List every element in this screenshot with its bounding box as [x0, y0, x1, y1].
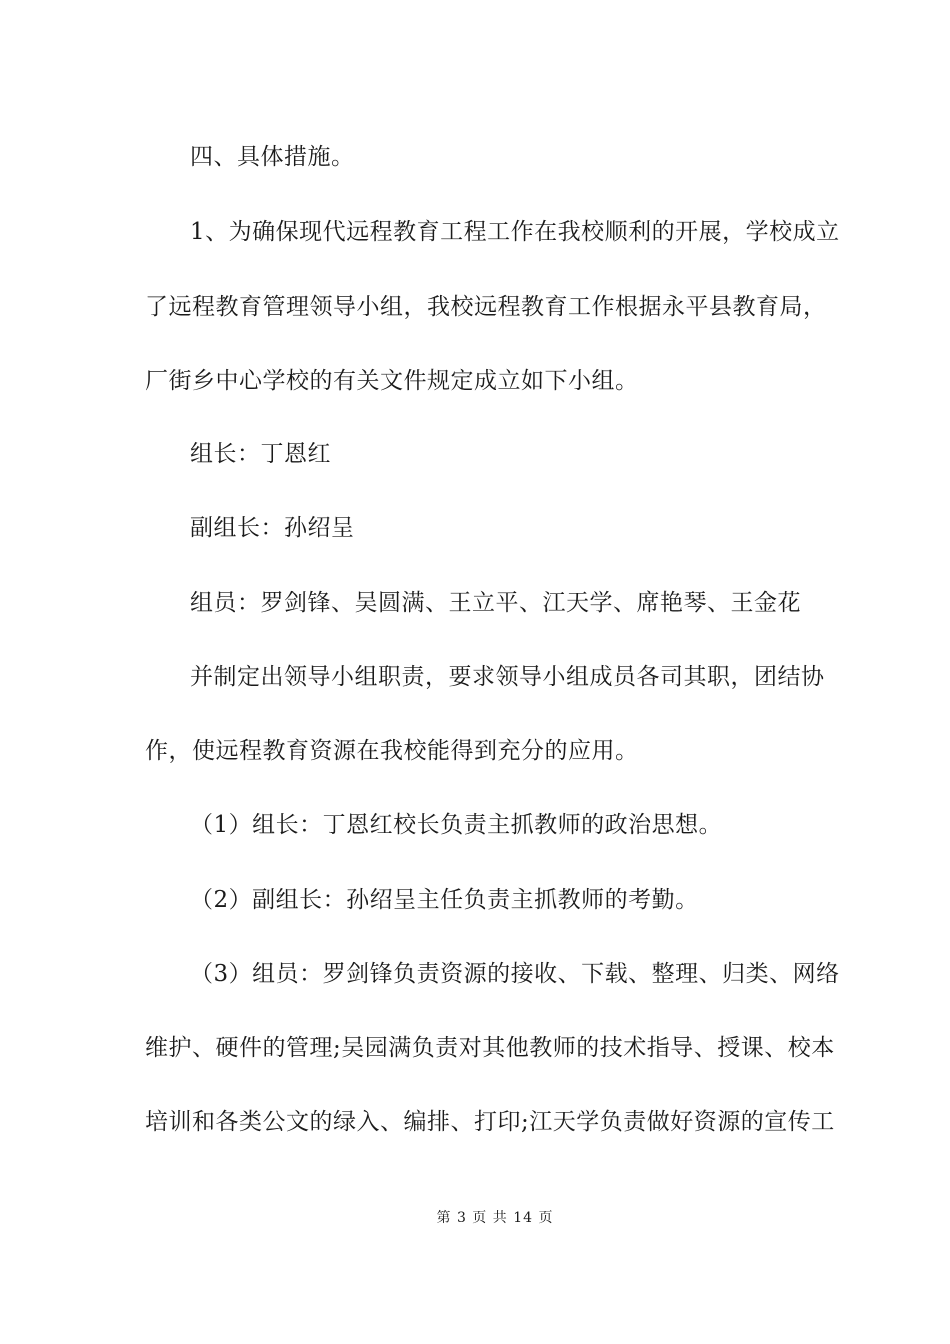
paragraph-line: 维护、硬件的管理;吴园满负责对其他教师的技术指导、授课、校本 [145, 1035, 835, 1061]
duty-item-2: （2）副组长：孙绍呈主任负责主抓教师的考勤。 [190, 887, 699, 913]
paragraph-line: 厂街乡中心学校的有关文件规定成立如下小组。 [145, 368, 639, 394]
paragraph-line: 1、为确保现代远程教育工程工作在我校顺利的开展，学校成立 [190, 219, 840, 245]
paragraph-line: 作，使远程教育资源在我校能得到充分的应用。 [145, 738, 639, 764]
group-leader-line: 组长：丁恩红 [190, 441, 331, 467]
page-number-footer: 第 3 页 共 14 页 [436, 1210, 554, 1226]
duty-item-3: （3）组员：罗剑锋负责资源的接收、下载、整理、归类、网络 [190, 961, 840, 987]
group-members-line: 组员：罗剑锋、吴圆满、王立平、江天学、席艳琴、王金花 [190, 590, 801, 616]
duty-item-1: （1）组长：丁恩红校长负责主抓教师的政治思想。 [190, 812, 723, 838]
paragraph-line: 并制定出领导小组职责，要求领导小组成员各司其职，团结协 [190, 664, 825, 690]
deputy-leader-line: 副组长：孙绍呈 [190, 515, 355, 541]
paragraph-line: 了远程教育管理领导小组，我校远程教育工作根据永平县教育局， [145, 294, 827, 320]
section-heading: 四、具体措施。 [190, 144, 355, 170]
paragraph-line: 培训和各类公文的绿入、编排、打印;江天学负责做好资源的宣传工 [145, 1109, 835, 1135]
